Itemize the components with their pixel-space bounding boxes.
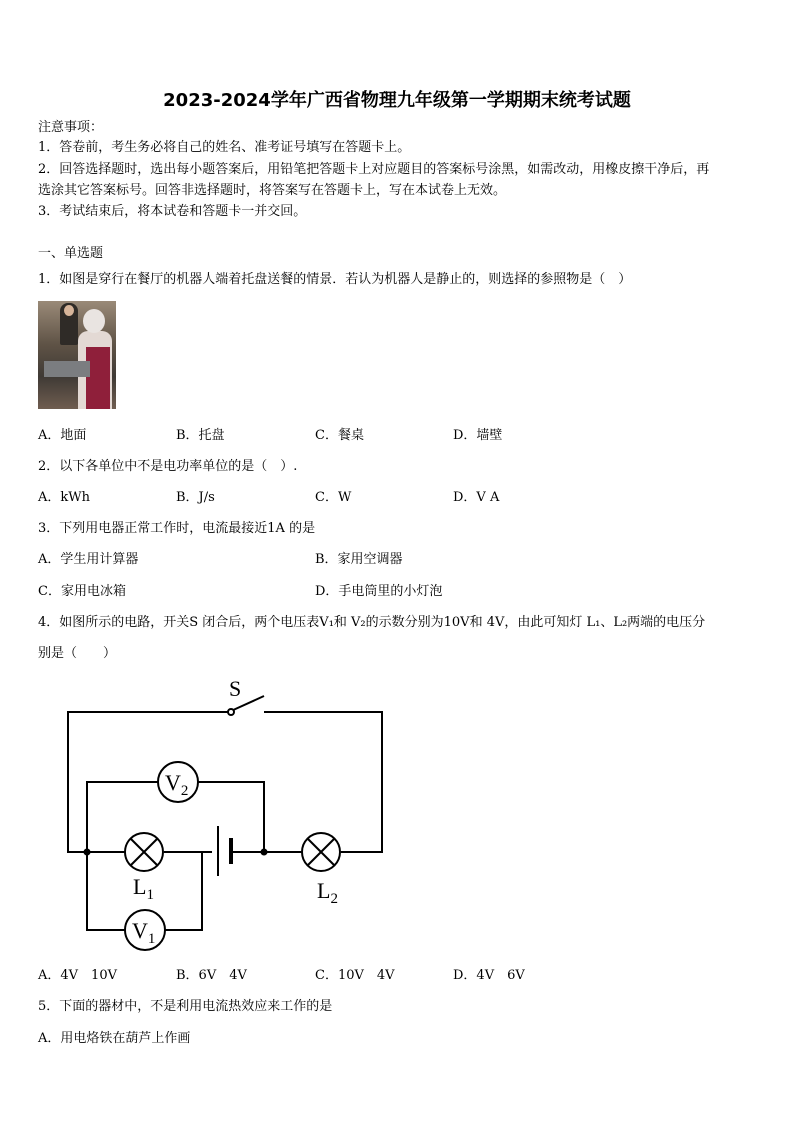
- wire-v1-left: [87, 852, 125, 930]
- q2-option-b: B．J/s: [176, 490, 215, 505]
- switch-label: S: [229, 676, 242, 701]
- q4-option-d: D．4V 6V: [453, 968, 525, 983]
- switch-contact: [228, 709, 234, 715]
- notice-item-3: 3．考试结束后，将本试卷和答题卡一并交回。: [38, 204, 307, 219]
- v1-label: $V_1$: [132, 918, 156, 947]
- wire-right-top: [264, 712, 382, 852]
- question-4-stem-line1: 4．如图所示的电路，开关S 闭合后，两个电压表V₁和 V₂的示数分别为10V和 4V，由此可知灯 L₁、L₂两端的电压分: [38, 615, 706, 630]
- q2-option-a: A．kWh: [38, 490, 91, 505]
- junction-left: [84, 849, 91, 856]
- notice-item-1: 1．答卷前，考生务必将自己的姓名、准考证号填写在答题卡上。: [38, 140, 411, 155]
- v2-label: $V_2$: [165, 770, 189, 799]
- q2-option-c: C．W: [315, 490, 352, 505]
- question-3-stem: 3．下列用电器正常工作时，电流最接近1A 的是: [38, 521, 316, 536]
- l1-label: $L_1$: [133, 874, 154, 903]
- question-4-stem-line2: 别是（ ）: [38, 646, 117, 661]
- q4-option-c: C．10V 4V: [315, 968, 395, 983]
- notice-label: 注意事项：: [38, 120, 104, 135]
- q1-option-b: B．托盘: [176, 428, 225, 443]
- q5-option-a: A．用电烙铁在葫芦上作画: [38, 1031, 191, 1046]
- q3-option-c: C．家用电冰箱: [38, 584, 126, 599]
- q2-option-d: D．V A: [453, 490, 500, 505]
- q1-option-c: C．餐桌: [315, 428, 364, 443]
- section-heading: 一、单选题: [38, 246, 104, 261]
- question-2-stem: 2．以下各单位中不是电功率单位的是（ ）.: [38, 459, 298, 474]
- page-title: 2023-2024学年广西省物理九年级第一学期期末统考试题: [163, 90, 631, 111]
- wire-v1-right: [165, 852, 202, 930]
- q3-option-b: B．家用空调器: [315, 552, 403, 567]
- question-1-stem: 1．如图是穿行在餐厅的机器人端着托盘送餐的情景．若认为机器人是静止的，则选择的参照物是（ ）: [38, 272, 632, 287]
- junction-right: [261, 849, 268, 856]
- l2-label: $L_2$: [317, 878, 338, 907]
- notice-item-2-cont: 选涂其它答案标号。回答非选择题时，将答案写在答题卡上，写在本试卷上无效。: [38, 183, 507, 198]
- q1-option-d: D．墙壁: [453, 428, 503, 443]
- notice-item-2: 2．回答选择题时，选出每小题答案后，用铅笔把答题卡上对应题目的答案标号涂黑，如需改动，用橡皮擦干净后，再: [38, 162, 710, 177]
- q1-option-a: A．地面: [38, 428, 87, 443]
- q4-option-a: A．4V 10V: [38, 968, 117, 983]
- q4-option-b: B．6V 4V: [176, 968, 247, 983]
- q3-option-a: A．学生用计算器: [38, 552, 139, 567]
- wire-v2-left: [87, 782, 158, 852]
- q3-option-d: D．手电筒里的小灯泡: [315, 584, 443, 599]
- question-5-stem: 5．下面的器材中，不是利用电流热效应来工作的是: [38, 999, 333, 1014]
